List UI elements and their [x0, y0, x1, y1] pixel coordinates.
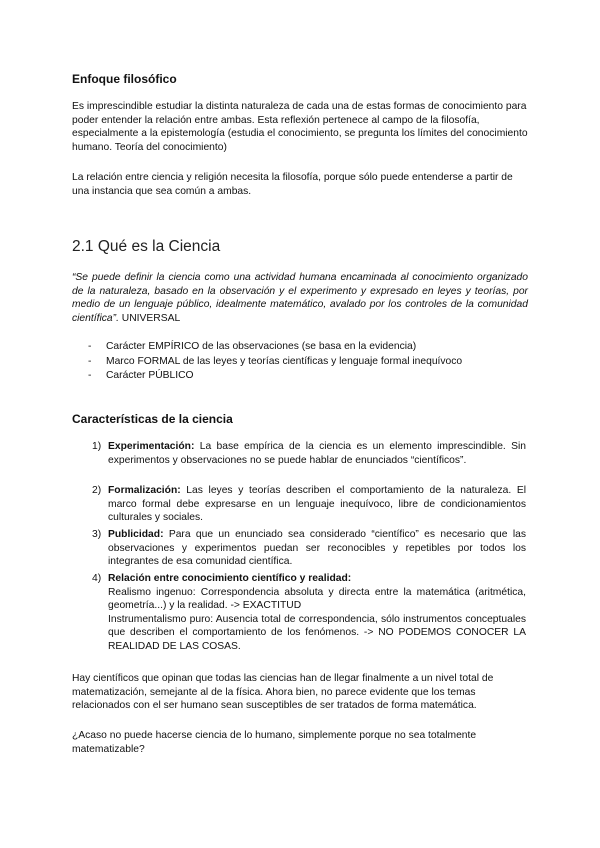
numbered-item-experimentacion: 1) Experimentación: La base empírica de la ciencia es un elemento imprescindible. Sin experimentos y observaciones no se puede hablar de enunciados “científicos”.: [92, 441, 526, 466]
paragraph-pregunta: ¿Acaso no puede hacerse ciencia de lo humano, simplemente porque no sea totalmente matematizable?: [72, 730, 477, 755]
section-heading-enfoque: Enfoque filosófico: [72, 72, 177, 86]
characteristics-numbered-list: [92, 440, 528, 660]
list-item: - Marco FORMAL de las leyes y teorías científicas y lenguaje formal inequívoco: [88, 355, 463, 367]
instrumentalismo-puro: Instrumentalismo puro: Ausencia total de correspondencia, sólo instrumentos conceptuales que describen el comportamiento de los fenómenos. -> NO PODEMOS CONOCER LA REALIDAD DE LAS COSAS.: [108, 613, 526, 652]
realismo-ingenuo: Realismo ingenuo: Correspondencia absoluta y directa entre la matemática (aritmética, geometría...) y la realidad. -> EXACTITUD: [108, 586, 526, 611]
section-heading-caracteristicas: Características de la ciencia: [72, 412, 233, 426]
paragraph-matematizacion: Hay científicos que opinan que todas las ciencias han de llegar finalmente a un nivel total de matematización, semejante al de la física. Ahora bien, no parece evidente que los temas relacionados con el ser humano sean susceptibles de ser tratados de forma matemática.: [72, 673, 494, 711]
quote-text: “Se puede definir la ciencia como una actividad humana encaminada al conocimiento organizado de la naturaleza, basado en la observación y el experimento y expresado en leyes y teorías, por medio de un lenguaje público, idealmente matemático, avalado por los controles de la comunidad científica”.: [72, 272, 528, 324]
numbered-item-relacion: 4) Relación entre conocimiento científico y realidad: Realismo ingenuo: Correspondencia absoluta y directa entre la matemática (aritmética, geometría...) y la realidad. -> EXACTITUD Instrumentalismo puro: Ausencia total de correspondencia, sólo instrumentos conceptuales que describen el comportamiento de los fenómenos. -> NO PODEMOS CONOCER LA REALIDAD DE LAS COSAS.: [92, 573, 526, 652]
quote-tag: UNIVERSAL: [118, 312, 181, 324]
paragraph-enfoque-1: Es imprescindible estudiar la distinta naturaleza de cada una de estas formas de conocimiento para poder entender la relación entre ambas. Esta reflexión pertenece al campo de la filosofía, especialmente a la epistemología (estudia el conocimiento, se pregunta los límites del conocimiento humano. Teoría del conocimiento): [72, 101, 528, 153]
list-item: - Carácter EMPÍRICO de las observaciones (se basa en la evidencia): [88, 341, 417, 352]
list-item: - Carácter PÚBLICO: [88, 370, 194, 381]
numbered-item-formalizacion: 2) Formalización: Las leyes y teorías describen el comportamiento de la naturaleza. El marco formal debe expresarse en un lenguaje inequívoco, libre de condicionamientos culturales y sociales.: [92, 485, 526, 523]
section-heading-que-es-ciencia: 2.1 Qué es la Ciencia: [72, 238, 221, 255]
characteristics-bullet-list: [88, 340, 528, 384]
numbered-item-publicidad: 3) Publicidad: Para que un enunciado sea considerado “científico” es necesario que las observaciones y experimentos puedan ser reconocibles y repetibles por todos los integrantes de esa comunidad científica.: [92, 529, 526, 567]
paragraph-enfoque-2: La relación entre ciencia y religión necesita la filosofía, porque sólo puede entenderse a partir de una instancia que sea común a ambas.: [72, 172, 513, 197]
definition-quote: [72, 271, 528, 325]
